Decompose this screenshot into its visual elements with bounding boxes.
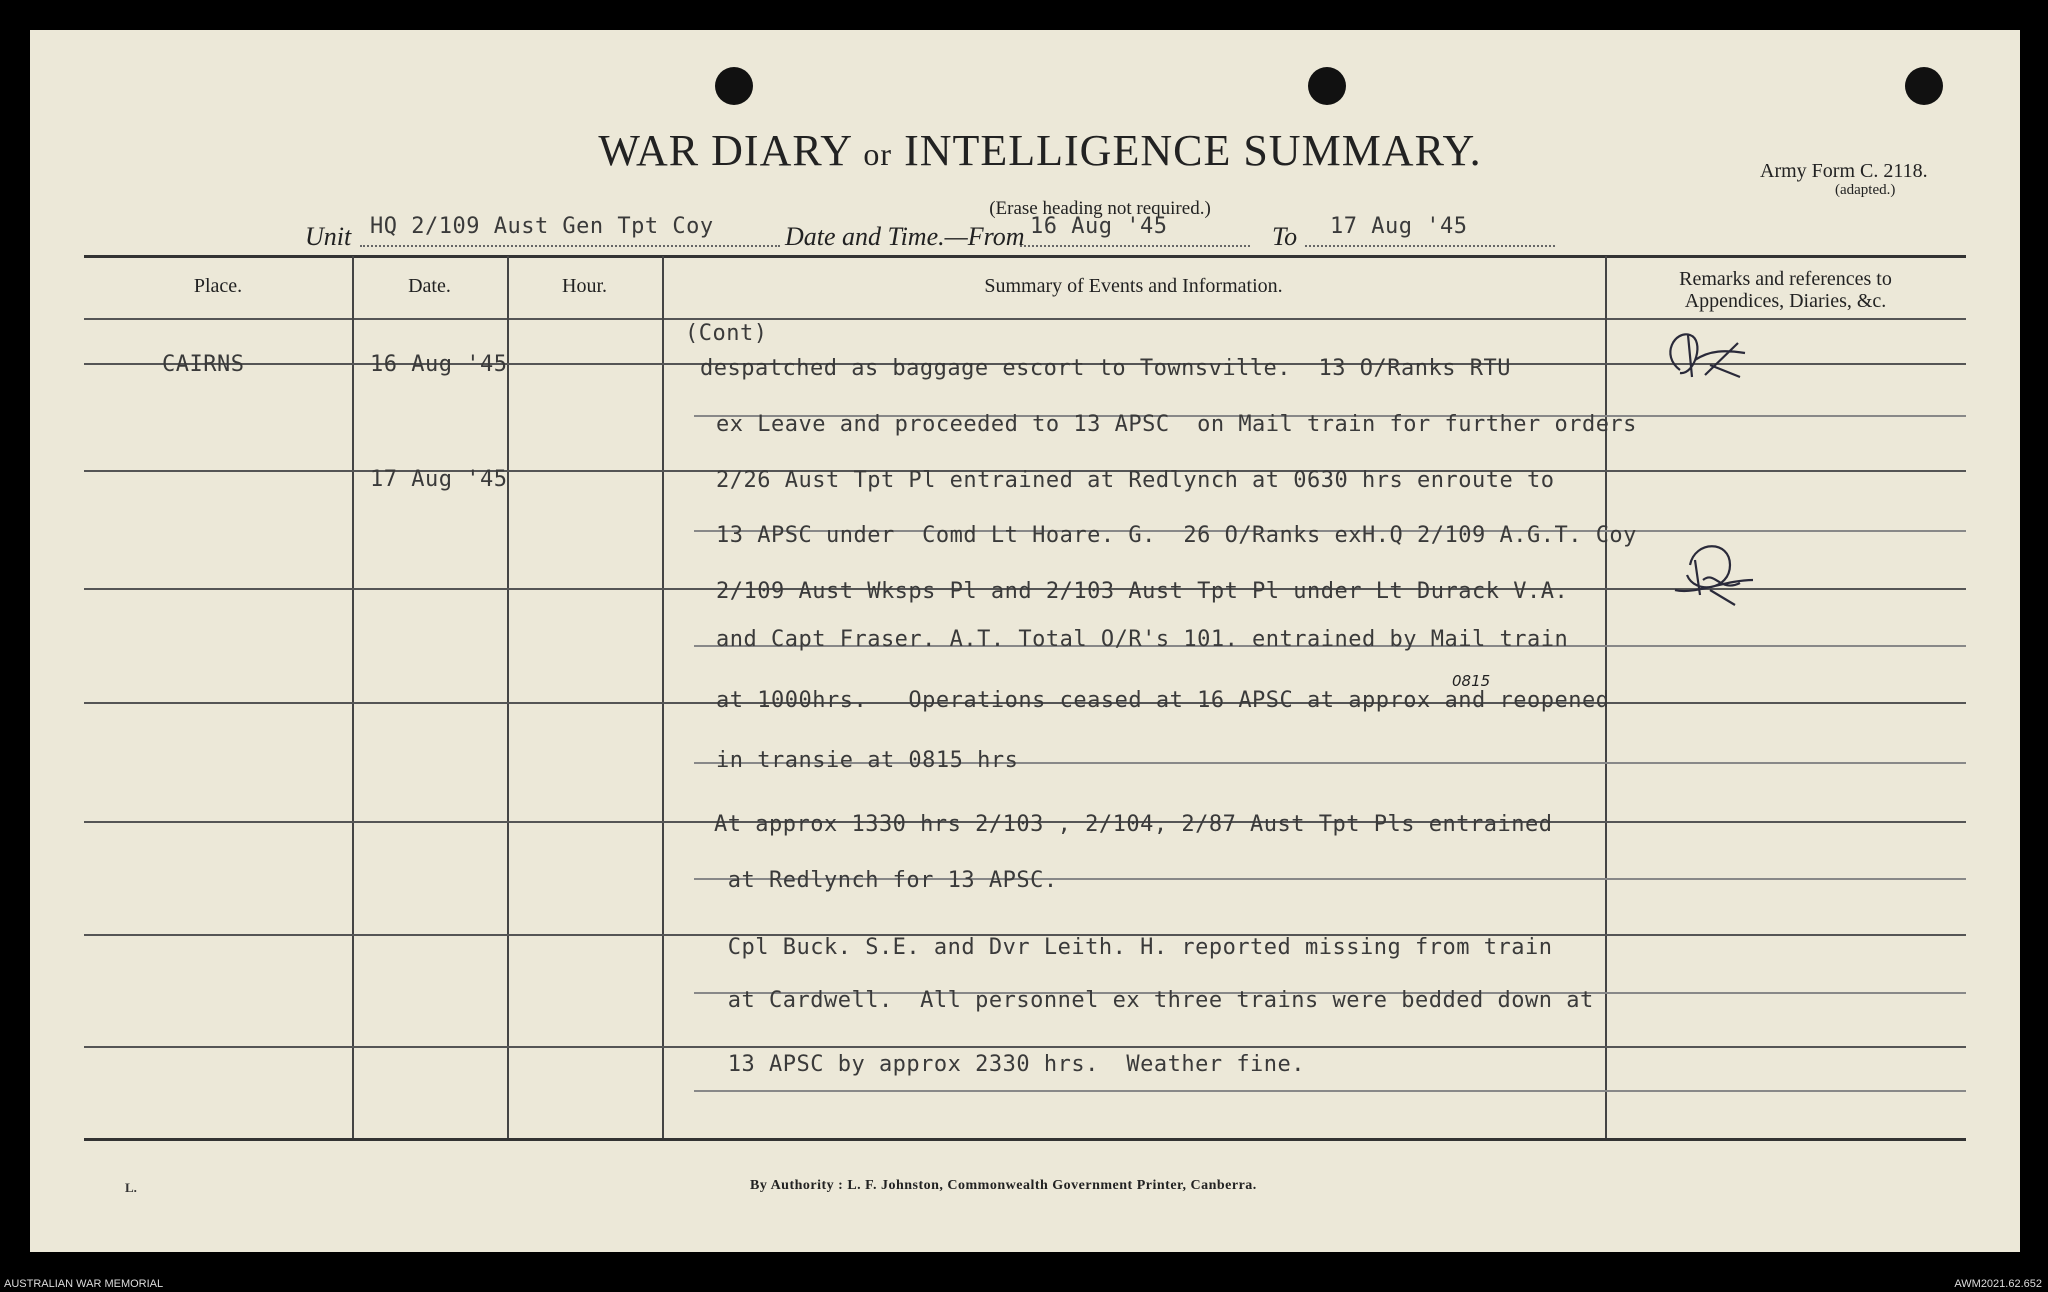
summary-line: in transie at 0815 hrs [716,748,1019,773]
summary-line: 13 APSC by approx 2330 hrs. Weather fine. [714,1052,1306,1077]
header-summary: Summary of Events and Information. [984,275,1283,297]
summary-line: at 1000hrs. Operations ceased at 16 APSC at approx and reopened [716,688,1610,713]
date-from-value: 16 Aug '45 [1030,214,1168,239]
to-dotline [1305,245,1555,247]
ruled-line [84,1046,1966,1048]
summary-line: at Cardwell. All personnel ex three trains were bedded down at [714,988,1594,1013]
column-divider [352,256,354,1138]
header-remarks-line-2: Appendices, Diaries, &c. [1684,290,1887,312]
summary-line: at Redlynch for 13 APSC. [714,868,1058,893]
date-from-label: Date and Time.—From [785,222,1025,251]
date-entry: 16 Aug '45 [370,352,508,377]
summary-line: At approx 1330 hrs 2/103 , 2/104, 2/87 Aust Tpt Pls entrained [714,812,1553,837]
summary-line: 2/109 Aust Wksps Pl and 2/103 Aust Tpt Pl under Lt Durack V.A. [716,579,1569,604]
title-or: or [863,136,893,172]
unit-dotline [360,245,780,247]
summary-half-rule [694,1090,1966,1092]
signature-initials [1650,315,1770,395]
printer-authority: By Authority : L. F. Johnston, Commonwealth Government Printer, Canberra. [750,1178,1257,1193]
form-title [590,125,1490,176]
form-code: L. [125,1180,137,1195]
summary-line: Cpl Buck. S.E. and Dvr Leith. H. reported missing from train [714,935,1553,960]
date-entry: 17 Aug '45 [370,467,508,492]
place-entry: CAIRNS [162,352,245,377]
table-bottom-border [84,1138,1966,1141]
summary-line: 13 APSC under Comd Lt Hoare. G. 26 O/Ranks exH.Q 2/109 A.G.T. Coy [716,523,1637,548]
punch-hole [1308,67,1346,105]
unit-label: Unit [305,222,352,251]
summary-line: ex Leave and proceeded to 13 APSC on Mail train for further orders [716,412,1637,437]
army-form-number: Army Form C. 2118. [1760,160,1928,182]
table-top-border [84,255,1966,258]
army-form-adapted: (adapted.) [1835,182,1896,198]
header-date: Date. [408,275,451,297]
summary-line: and Capt Fraser. A.T. Total O/R's 101. entrained by Mail train [716,627,1569,652]
date-to-value: 17 Aug '45 [1330,214,1468,239]
summary-line: despatched as baggage escort to Townsville. 13 O/Ranks RTU [700,356,1511,381]
punch-hole [1905,67,1943,105]
punch-hole [715,67,753,105]
archive-caption-left: AUSTRALIAN WAR MEMORIAL [4,1278,164,1290]
from-dotline [1020,245,1250,247]
continued-marker: (Cont) [685,321,768,346]
date-to-label: To [1272,222,1298,251]
document-page [30,30,2020,1252]
header-remarks-line-1: Remarks and references to [1679,268,1892,290]
summary-line: 2/26 Aust Tpt Pl entrained at Redlynch at 0630 hrs enroute to [716,468,1555,493]
title-part: WAR DIARY [598,126,852,175]
header-hour: Hour. [562,275,607,297]
archive-caption-right: AWM2021.62.652 [1954,1278,2042,1290]
column-divider [507,256,509,1138]
form-subtitle: (Erase heading not required.) [989,198,1211,219]
column-divider [662,256,664,1138]
title-part: INTELLIGENCE SUMMARY. [904,126,1482,175]
signature-initials [1655,535,1775,615]
header-place: Place. [193,275,243,297]
handwritten-insert: 0815 [1452,672,1491,690]
unit-value: HQ 2/109 Aust Gen Tpt Coy [370,214,714,239]
